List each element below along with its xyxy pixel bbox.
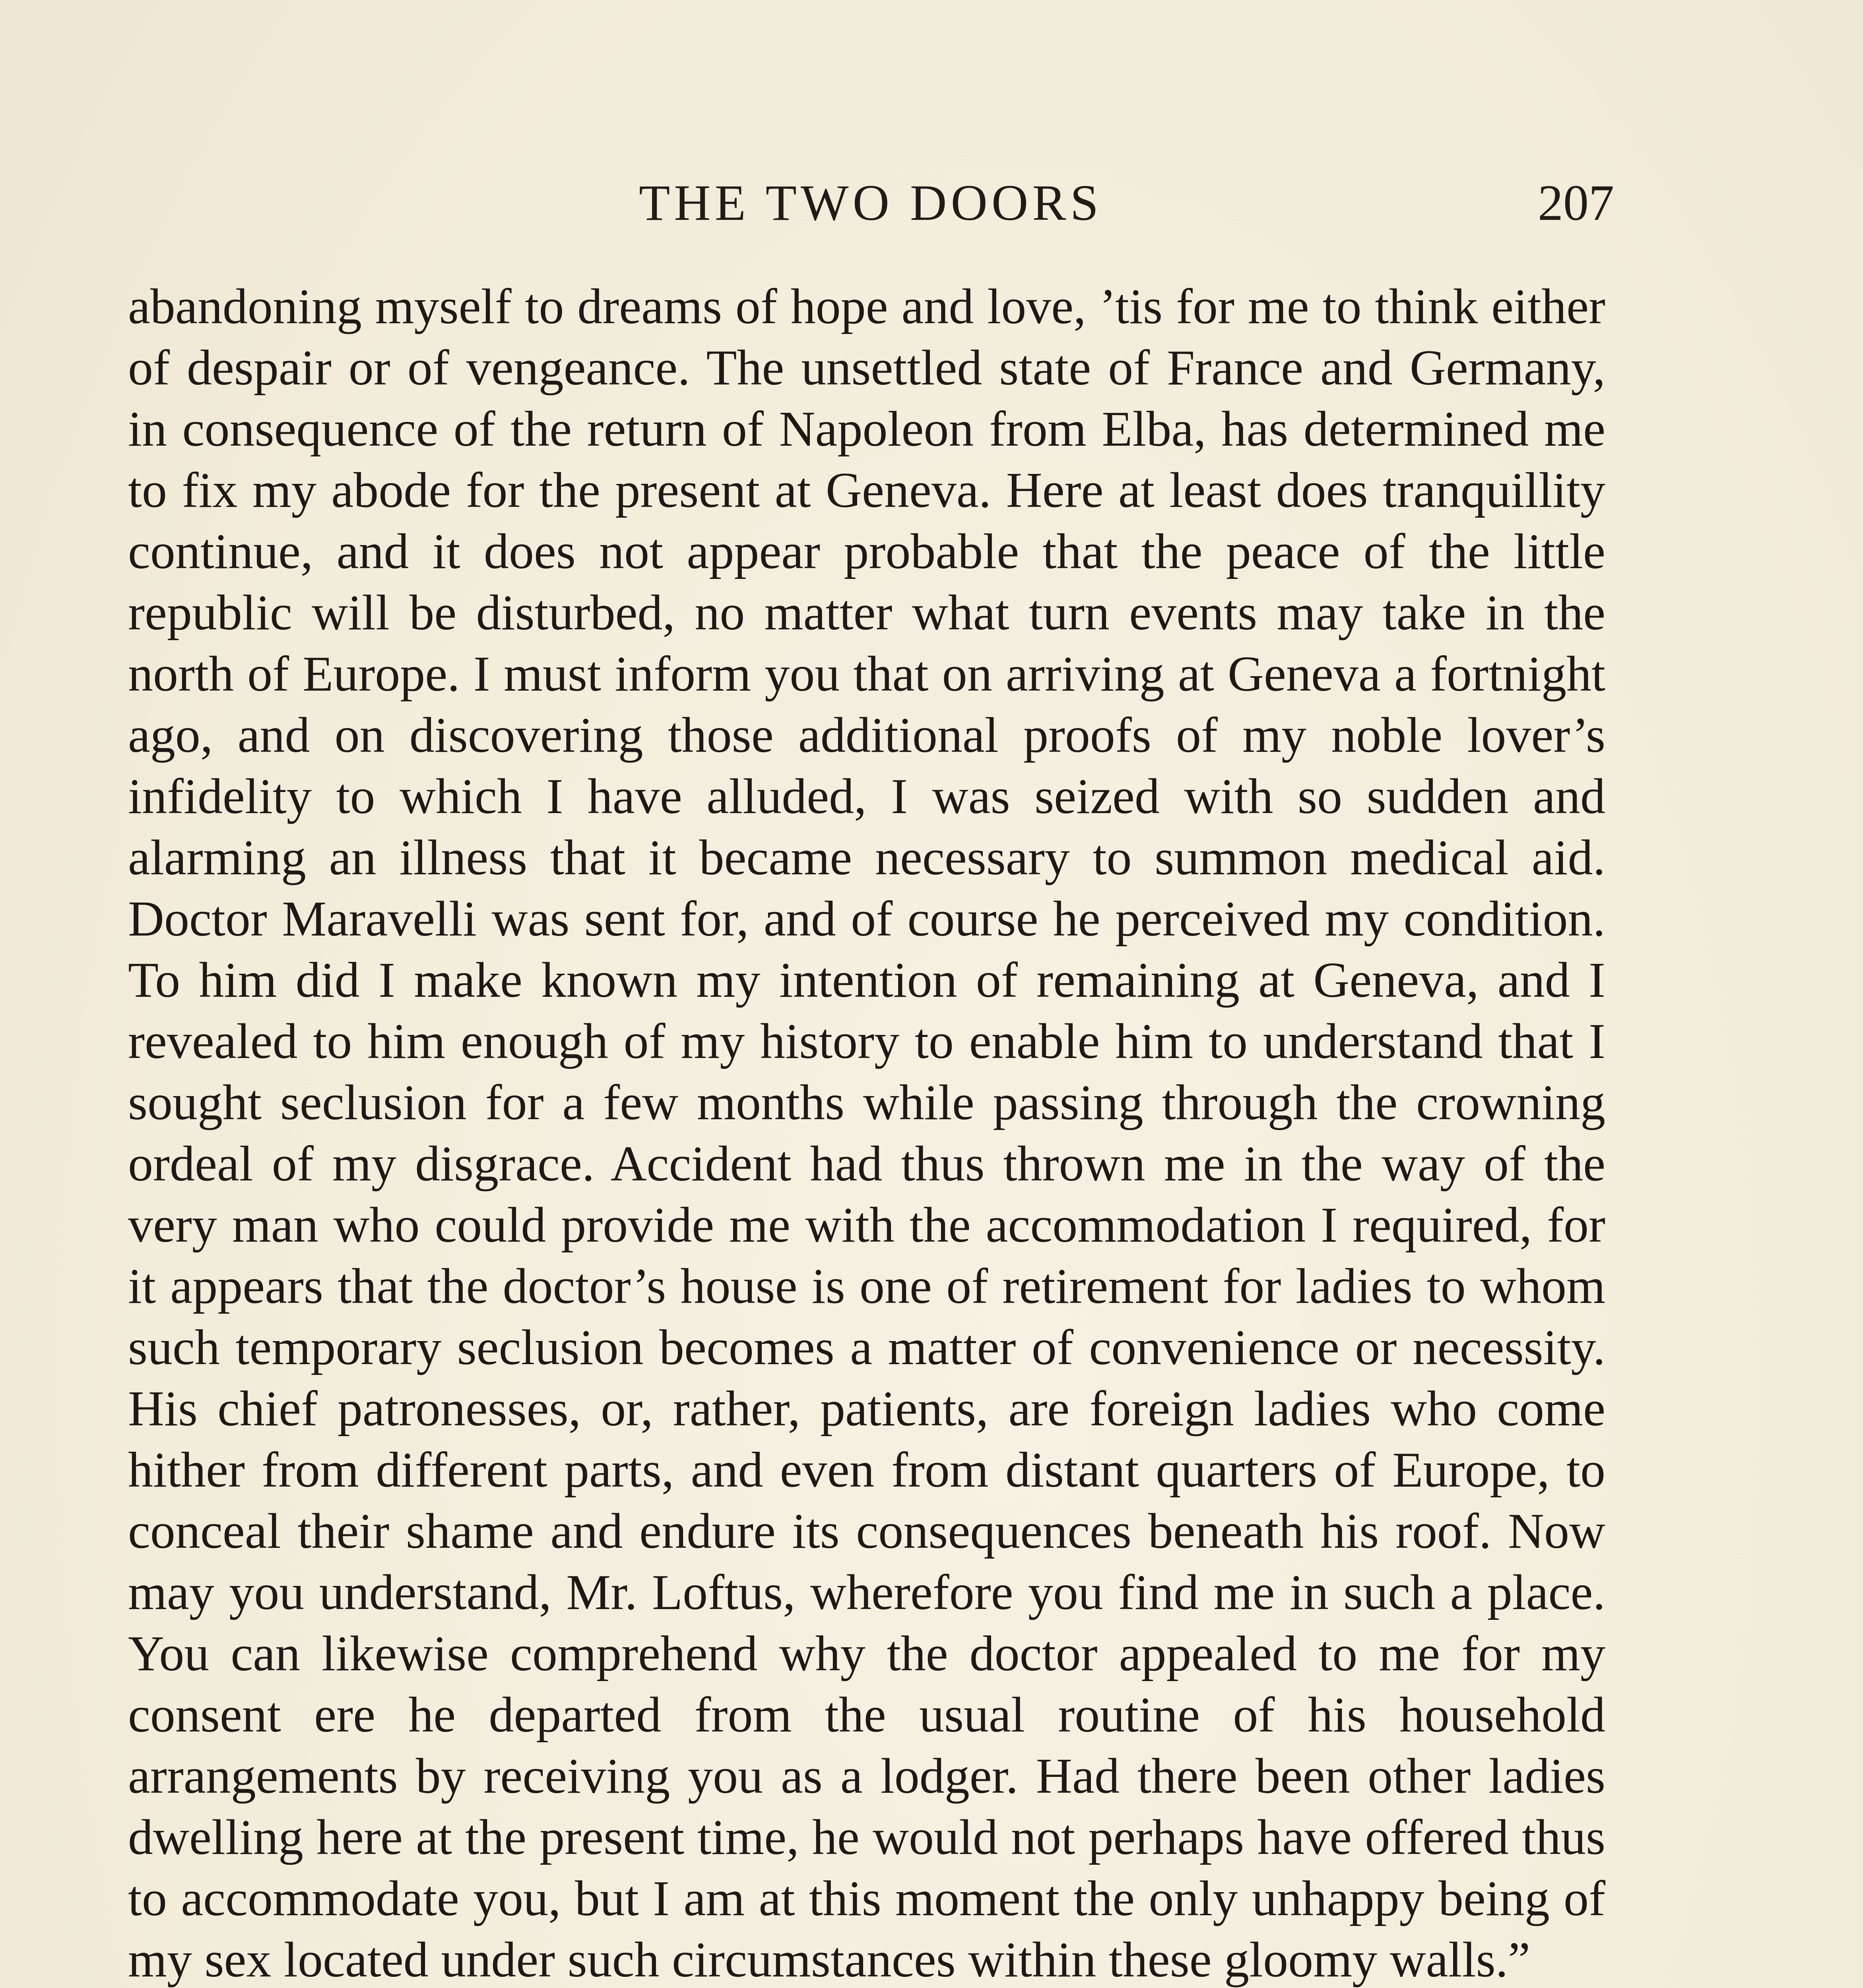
- page-number: 207: [1538, 175, 1614, 231]
- running-title: THE TWO DOORS: [639, 175, 1102, 231]
- paragraph-continued: abandoning myself to dreams of hope and love, ’tis for me to think either of despair or of vengeance. The unsettled state of France and Germany, in consequence of the return of Napoleon from Elba, has determined me to fix my abode for the present at Geneva. Here at least does tranquillity continue, and it does not appear probable that the peace of the little republic will be disturbed, no matter what turn events may take in the north of Europe. I must inform you that on arriving at Geneva a fortnight ago, and on discovering those additional proofs of my noble lover’s infidelity to which I have alluded, I was seized with so sudden and alarming an illness that it became necessary to summon medical aid. Doctor Maravelli was sent for, and of course he perceived my condition. To him did I make known my intention of remaining at Geneva, and I revealed to him enough of my history to enable him to understand that I sought seclusion for a few months while passing through the crowning ordeal of my disgrace. Accident had thus thrown me in the way of the very man who could provide me with the accommodation I required, for it appears that the doctor’s house is one of retirement for ladies to whom such temporary seclusion becomes a matter of convenience or necessity. His chief patronesses, or, rather, patients, are foreign ladies who come hither from different parts, and even from distant quarters of Europe, to conceal their shame and endure its consequences beneath his roof. Now may you understand, Mr. Loftus, wherefore you find me in such a place. You can likewise comprehend why the doctor appealed to me for my consent ere he departed from the usual routine of his household arrangements by receiving you as a lodger. Had there been other ladies dwelling here at the present time, he would not perhaps have offered thus to accommodate you, but I am at this moment the only unhappy being of my sex located under such circumstances within these gloomy walls.”: [128, 279, 1605, 1988]
- body-text: [128, 276, 1605, 1988]
- running-head: [127, 171, 1614, 235]
